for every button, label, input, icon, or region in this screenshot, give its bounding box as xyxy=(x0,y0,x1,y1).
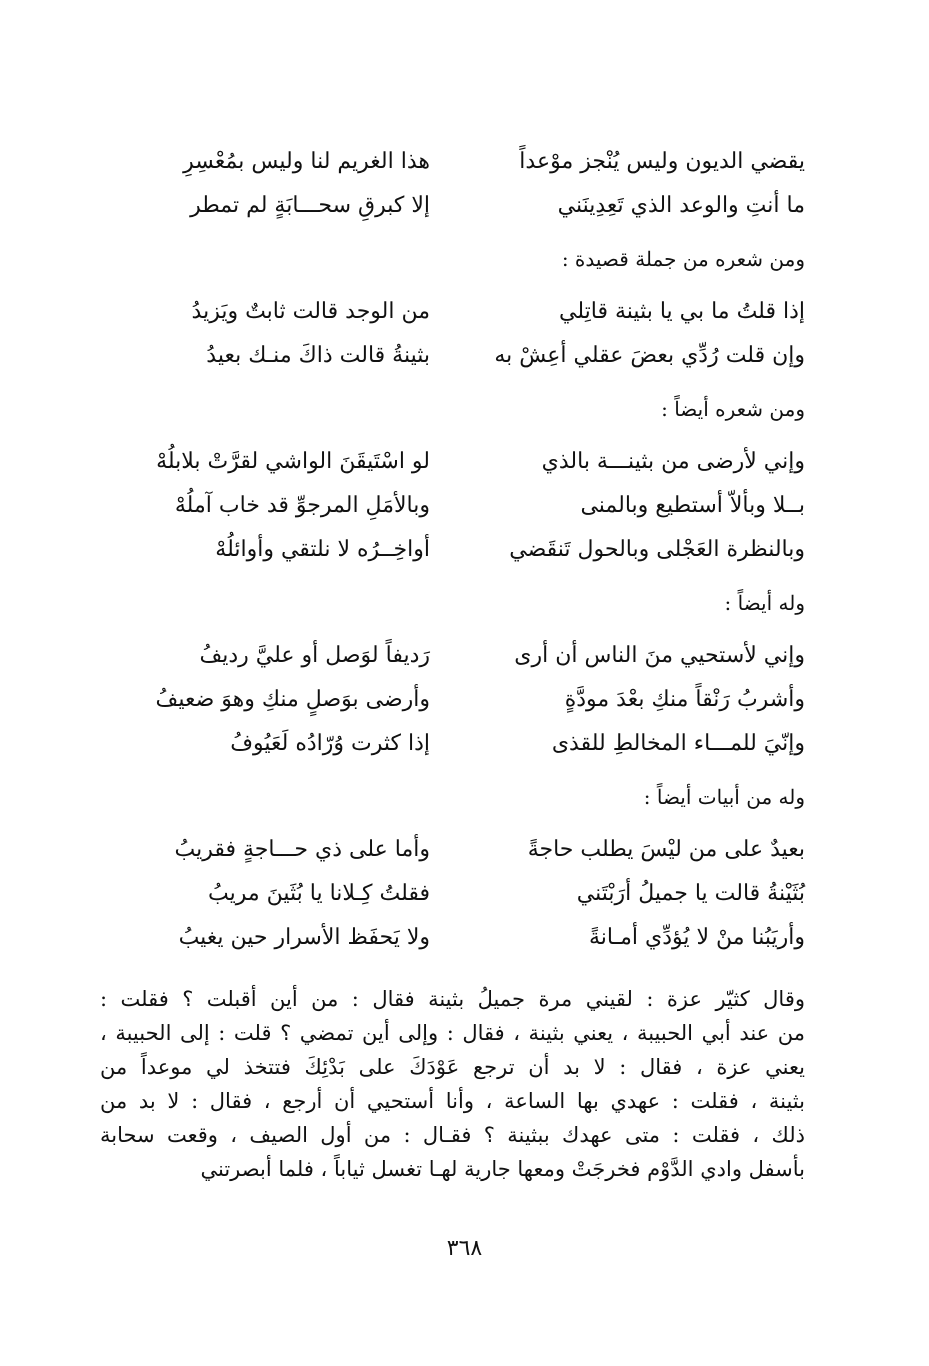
verse-line xyxy=(100,140,805,184)
verse-line xyxy=(100,722,805,766)
prose-line: يعني عزة ، فقال : لا بد أن ترجع عَوْدَكَ على بَدْئِكَ فتتخذ لي موعداً من xyxy=(100,1055,805,1079)
page-number: ٣٦٨ xyxy=(446,1236,483,1261)
poem-block xyxy=(100,290,805,378)
verse-second-hemistich: وأما على ذي حـــاجةٍ فقريبُ xyxy=(174,837,430,862)
poem-intro: وله من أبيات أيضاً : xyxy=(643,785,805,809)
verse-line xyxy=(100,872,805,916)
prose-line: بثينة ، فقلت : عهدي بها الساعة ، وأنا أستحيي أن أرجع ، فقال : لا بد من xyxy=(100,1089,805,1113)
prose-paragraph xyxy=(100,982,805,1186)
verse-second-hemistich: فقلتُ كِـلانا يا بُثَينَ مريبُ xyxy=(208,881,430,906)
poem-intro: وله أيضاً : xyxy=(724,591,805,615)
verse-first-hemistich: وإن قلت رُدِّي بعضَ عقلي أعِشْ به xyxy=(494,343,805,368)
verse-first-hemistich: وأشربُ رَنْقاً منكِ بعْدَ مودَّةٍ xyxy=(564,687,805,712)
poem-block xyxy=(100,440,805,572)
verse-second-hemistich: هذا الغريم لنا وليس بمُعْسِرِ xyxy=(183,149,430,174)
verse-line xyxy=(100,440,805,484)
verse-second-hemistich: إذا كثرت وُرّادُه لَعَيُوفُ xyxy=(230,731,430,756)
verse-line xyxy=(100,916,805,960)
verse-second-hemistich: أواخِــرُه لا نلتقي وأوائلُهْ xyxy=(215,537,430,562)
verse-line xyxy=(100,678,805,722)
verse-second-hemistich: بثينةُ قالت ذاكَ منـك بعيدُ xyxy=(206,343,430,368)
poem-intro: ومن شعره أيضاً : xyxy=(661,397,805,421)
poem-block xyxy=(100,634,805,766)
verse-first-hemistich: بعيدٌ على من ليْسَ يطلب حاجةً xyxy=(527,837,805,862)
verse-second-hemistich: ولا يَحفَظ الأسرار حين يغيبُ xyxy=(178,925,430,950)
prose-line: ذلك ، فقلت : متى عهدك ببثينة ؟ فقـال : من أول الصيف ، وقعت سحابة xyxy=(100,1123,805,1147)
verse-first-hemistich: وبالنظرة العَجْلى وبالحول تَنقَضي xyxy=(509,537,805,562)
verse-second-hemistich: وبالأمَلِ المرجوِّ قد خاب آملُهْ xyxy=(174,493,430,518)
verse-first-hemistich: وإني لأرضى من بثينـــة بالذي xyxy=(541,449,805,474)
poem-block xyxy=(100,828,805,960)
verse-first-hemistich: بــلا وبألاّ أستطيع وبالمنى xyxy=(580,493,805,518)
verse-second-hemistich: إلا كبرقِ سحـــابَةٍ لم تمطر xyxy=(190,193,430,218)
verse-line xyxy=(100,290,805,334)
verse-first-hemistich: وإنّيَ للمـــاء المخالطِ للقذى xyxy=(551,731,805,756)
verse-first-hemistich: يقضي الديون وليس يُنْجز موْعداً xyxy=(519,149,805,174)
prose-line: وقال كثيّر عزة : لقيني مرة جميلُ بثينة فقال : من أين أقبلت ؟ فقلت : xyxy=(100,987,805,1011)
verse-line xyxy=(100,828,805,872)
verse-second-hemistich: لو اسْتَيقَنَ الواشي لقرَّتْ بلابلُهْ xyxy=(156,449,430,474)
verse-second-hemistich: من الوجد قالت ثابتٌ ويَزيدُ xyxy=(191,299,430,324)
verse-first-hemistich: وأريَبُنا منْ لا يُؤدِّي أمـانةً xyxy=(589,925,805,950)
verse-second-hemistich: رَديفاً لوَصل أو عليَّ رديفُ xyxy=(199,643,430,668)
verse-first-hemistich: إذا قلتُ ما بي يا بثينة قاتِلي xyxy=(559,299,805,324)
verse-first-hemistich: ما أنتِ والوعد الذي تَعِدِينَني xyxy=(557,193,805,218)
verse-first-hemistich: وإني لأستحيي منَ الناس أن أرى xyxy=(514,643,805,668)
verse-line xyxy=(100,634,805,678)
verse-second-hemistich: وأرضى بوَصلٍ منكِ وهوَ ضعيفُ xyxy=(155,687,430,712)
prose-line: بأسفل وادي الدَّوْم فخرجَتْ ومعها جارية لهـا تغسل ثياباً ، فلما أبصرتني xyxy=(200,1157,805,1181)
poem-intro: ومن شعره من جملة قصيدة : xyxy=(561,247,805,271)
verse-line xyxy=(100,528,805,572)
verse-line xyxy=(100,334,805,378)
verse-line xyxy=(100,484,805,528)
verse-line xyxy=(100,184,805,228)
verse-first-hemistich: بُثَيْنةُ قالت يا جميلُ أرَبْتَني xyxy=(576,881,805,906)
poem-block xyxy=(100,140,805,228)
prose-line: من عند أبي الحبيبة ، يعني بثينة ، فقال : وإلى أين تمضي ؟ قلت : إلى الحبيبة ، xyxy=(100,1021,805,1045)
page-content xyxy=(100,140,805,1186)
